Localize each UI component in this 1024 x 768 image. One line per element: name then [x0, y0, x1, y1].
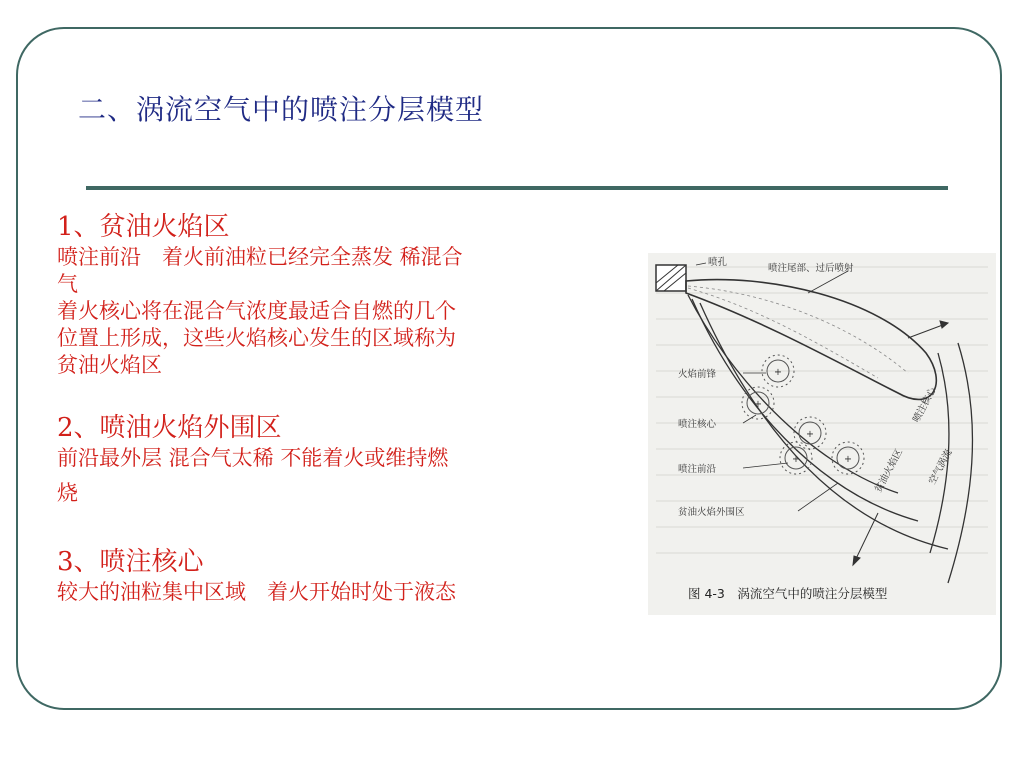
- label-spray-tail: 喷注尾部、过后喷射: [768, 263, 854, 274]
- svg-text:+: +: [806, 429, 814, 440]
- figure-caption: 图 4-3 涡流空气中的喷注分层模型: [688, 586, 888, 601]
- section-text-line: 喷注前沿 着火前油粒已经完全蒸发 稀混合: [57, 245, 463, 269]
- section-heading-spray-core: 3、喷注核心: [57, 547, 204, 577]
- label-spray-front-edge: 喷注前沿: [678, 464, 717, 475]
- slide-body: [57, 210, 635, 606]
- svg-text:+: +: [792, 454, 800, 465]
- svg-text:+: +: [844, 454, 852, 465]
- svg-text:+: +: [774, 367, 782, 378]
- section-text-line: 着火核心将在混合气浓度最适合自燃的几个: [57, 299, 456, 323]
- spray-model-figure: [648, 253, 996, 615]
- label-spray-core: 喷注核心: [678, 419, 717, 430]
- label-flame-front: 火焰前锋: [678, 369, 717, 380]
- section-text-line: 前沿最外层 混合气太稀 不能着火或维持燃: [57, 446, 449, 470]
- section-text-line: 位置上形成，这些火焰核心发生的区域称为: [57, 326, 456, 350]
- section-text-line: 烧: [57, 481, 78, 505]
- label-air-swirl: 空气涡流: [926, 447, 955, 487]
- label-core-rotated: 喷注核心: [910, 385, 939, 425]
- slide-title: 二、涡流空气中的喷注分层模型: [78, 93, 485, 126]
- nozzle-shape: [656, 265, 686, 291]
- label-lean-zone-rotated: 贫油火焰区: [872, 447, 905, 495]
- section-text-line: 贫油火焰区: [57, 353, 162, 377]
- title-divider: [86, 186, 948, 190]
- svg-text:+: +: [754, 399, 762, 410]
- section-text-line: 气: [57, 272, 78, 296]
- label-outer-lean-zone: 贫油火焰外围区: [678, 507, 745, 518]
- section-heading-outer-zone: 2、喷油火焰外围区: [57, 413, 282, 443]
- section-heading-lean-flame-zone: 1、贫油火焰区: [57, 212, 230, 242]
- label-nozzle: 喷孔: [708, 257, 728, 268]
- section-text-line: 较大的油粒集中区域 着火开始时处于液态: [57, 580, 456, 604]
